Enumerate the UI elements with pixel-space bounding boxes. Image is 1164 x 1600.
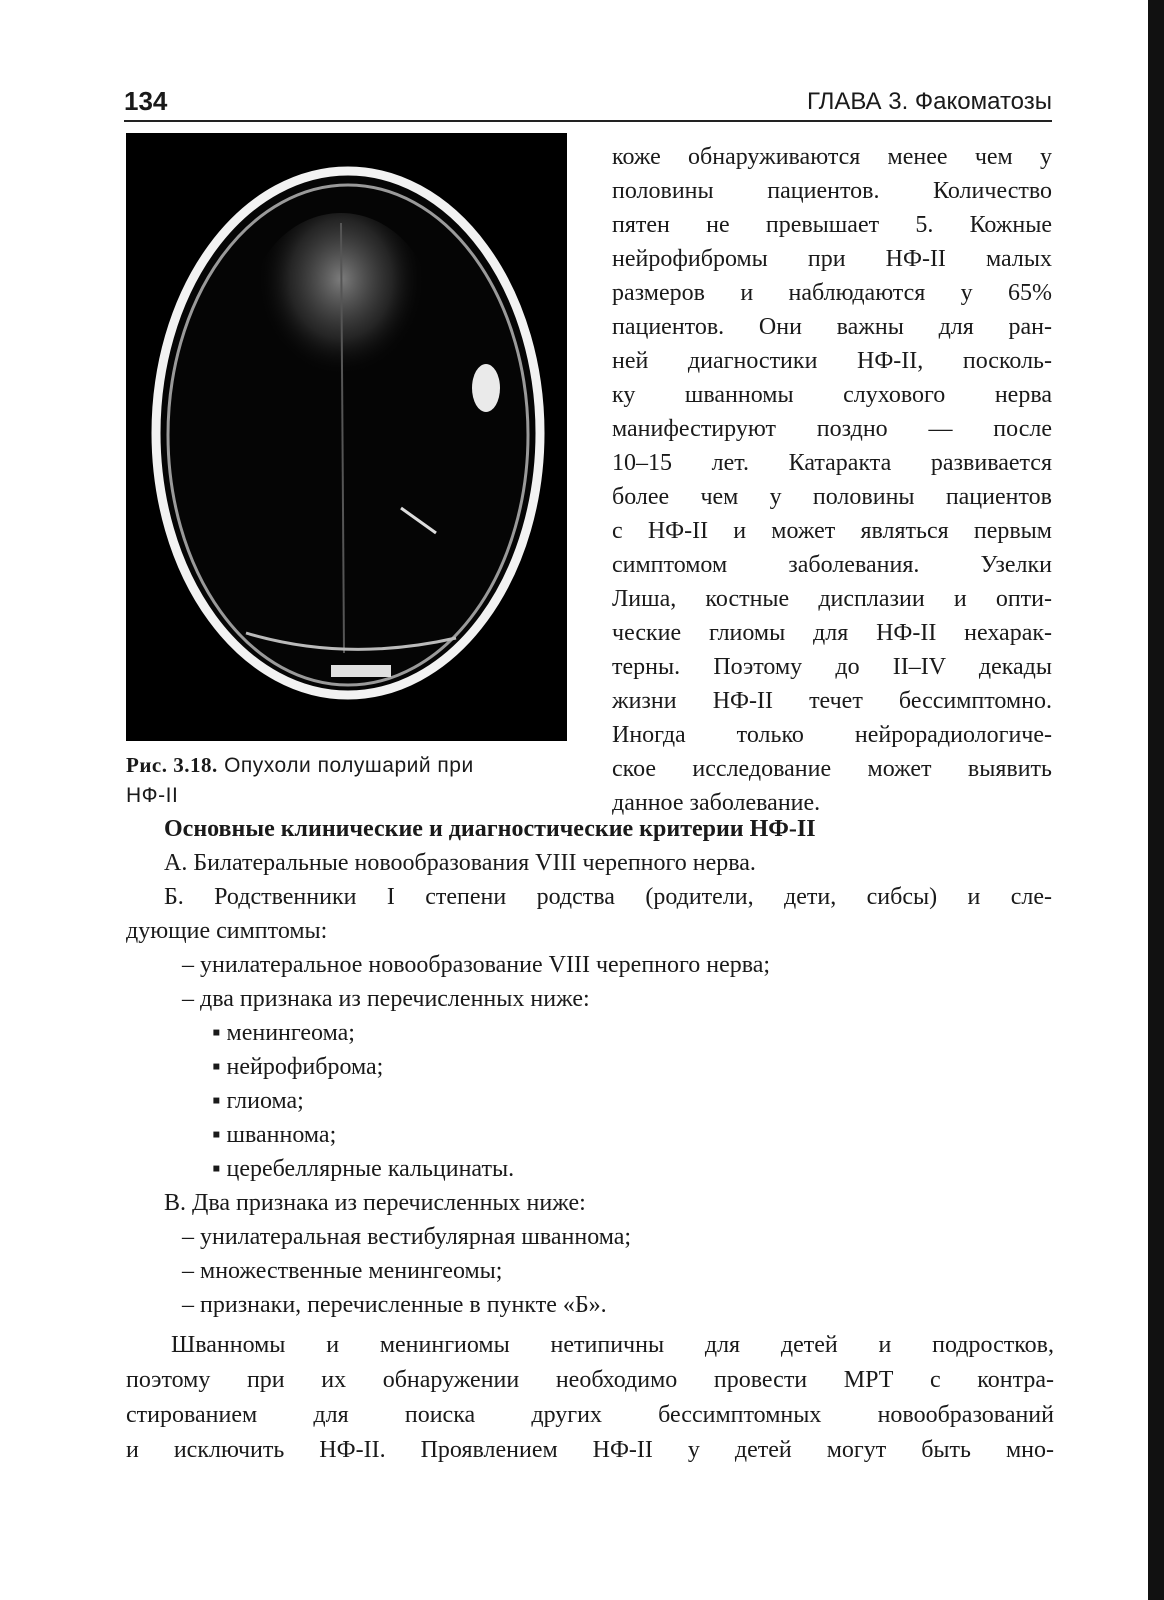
dash-item: – унилатеральная вестибулярная шваннома; [182, 1224, 632, 1250]
criterion-c-text: Два признака из перечисленных ниже: [186, 1190, 586, 1216]
text-line: жизни НФ-II течет бессимптомно. [612, 688, 1052, 714]
bullet-item: ▪ глиома; [212, 1088, 304, 1114]
text-line: ческие глиомы для НФ-II нехарак- [612, 620, 1052, 646]
page-number: 134 [124, 86, 168, 116]
page-header [124, 86, 1052, 122]
text-line: симптомом заболевания. Узелки [612, 552, 1052, 578]
section-heading: Основные клинические и диагностические критерии НФ-II [164, 816, 816, 842]
running-head: ГЛАВА 3. Факоматозы [806, 88, 1052, 115]
text-line: и исключить НФ-II. Проявлением НФ-II у детей могут быть мно- [126, 1437, 1054, 1463]
text-line: ку шванномы слухового нерва [612, 382, 1052, 408]
text-line: стированием для поиска других бессимптомных новообразований [126, 1402, 1054, 1428]
text-line: терны. Поэтому до II–IV декады [612, 654, 1052, 680]
caption-label: Рис. 3.18. [126, 753, 218, 777]
bullet-item: ▪ церебеллярные кальцинаты. [212, 1156, 515, 1182]
text-line: поэтому при их обнаружении необходимо провести МРТ с контра- [126, 1367, 1054, 1393]
criterion-c [164, 1186, 1052, 1220]
criterion-c-label: В. [164, 1190, 187, 1216]
text-line: нейрофибромы при НФ-II малых [612, 246, 1052, 272]
criterion-b [164, 880, 1052, 914]
text-line: Иногда только нейрорадиологиче- [612, 722, 1052, 748]
bullet-item: ▪ менингеома; [212, 1020, 355, 1046]
criterion-a-label: А. [164, 850, 188, 876]
figure-caption [126, 750, 586, 811]
text-line: Лиша, костные дисплазии и опти- [612, 586, 1052, 612]
mri-figure [126, 133, 567, 741]
text-line: 10–15 лет. Катаракта развивается [612, 450, 1052, 476]
text-line: пациентов. Они важны для ран- [612, 314, 1052, 340]
text-line: ское исследование может выявить [612, 756, 1052, 782]
mri-brain-scan-image [126, 133, 567, 741]
caption-text-continued: НФ-II [126, 784, 179, 807]
dash-item: – два признака из перечисленных ниже: [182, 986, 590, 1012]
bullet-item: ▪ шваннома; [212, 1122, 337, 1148]
text-line: размеров и наблюдаются у 65% [612, 280, 1052, 306]
dash-item: – унилатеральное новообразование VIII черепного нерва; [182, 952, 771, 978]
text-line: пятен не превышает 5. Кожные [612, 212, 1052, 238]
bullet-item: ▪ нейрофиброма; [212, 1054, 384, 1080]
criterion-b-continued: дующие симптомы: [126, 918, 328, 944]
dash-item: – признаки, перечисленные в пункте «Б». [182, 1292, 607, 1318]
text-line: с НФ-II и может являться первым [612, 518, 1052, 544]
caption-text: Опухоли полушарий при [217, 754, 474, 777]
closing-paragraph [126, 1328, 1054, 1468]
text-line: данное заболевание. [612, 790, 821, 816]
criterion-a [164, 846, 1052, 880]
text-line: более чем у половины пациентов [612, 484, 1052, 510]
side-column-text [612, 140, 1052, 820]
criterion-b-text: Родственники I степени родства (родители, дети, сибсы) и сле- [183, 884, 1052, 910]
criterion-b-label: Б. [164, 884, 184, 910]
text-line: ней диагностики НФ-II, посколь- [612, 348, 1052, 374]
text-line: Шванномы и менингиомы нетипичны для детей и подростков, [171, 1332, 1054, 1358]
text-line: манифестируют поздно — после [612, 416, 1052, 442]
criteria-section [126, 812, 1052, 1322]
page-edge-shadow [1148, 0, 1164, 1600]
text-line: половины пациентов. Количество [612, 178, 1052, 204]
criterion-a-text: Билатеральные новообразования VIII черепного нерва. [187, 850, 756, 876]
dash-item: – множественные менингеомы; [182, 1258, 503, 1284]
text-line: коже обнаруживаются менее чем у [612, 144, 1052, 170]
